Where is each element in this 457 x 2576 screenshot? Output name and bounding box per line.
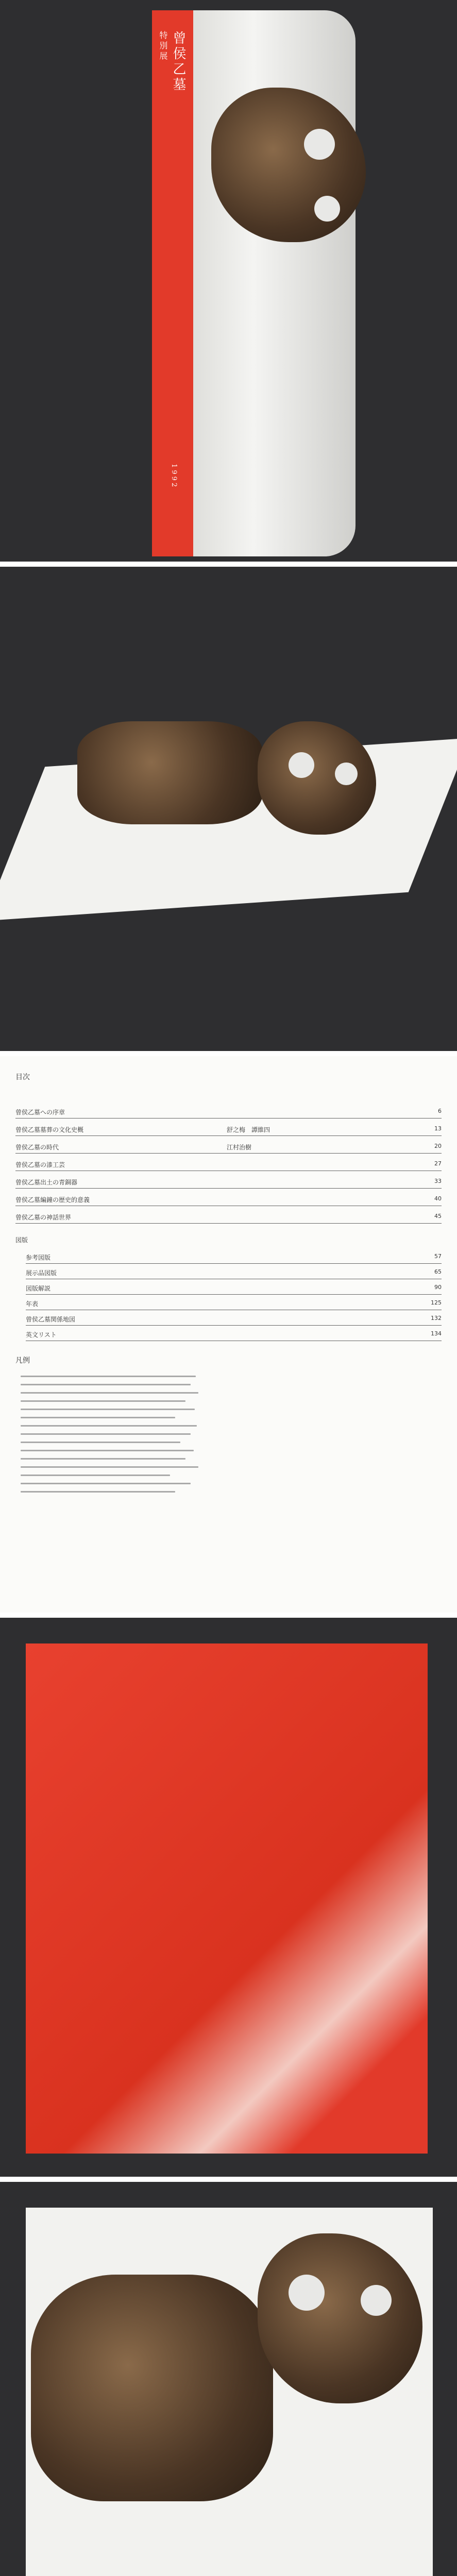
toc-entry-title: 曾侯乙墓墓葬の文化史概 — [15, 1126, 84, 1133]
separator — [0, 1613, 457, 1618]
toc-entry-title: 参考図版 — [26, 1254, 51, 1261]
separator — [0, 1051, 457, 1056]
toc-entry-title: 曾侯乙墓の漆工芸 — [15, 1161, 65, 1168]
toc-entry-title: 曾侯乙墓出土の青銅器 — [15, 1179, 78, 1186]
toc-entry-page: 45 — [434, 1213, 442, 1219]
toc-rule — [26, 1263, 442, 1264]
toc-entry-title: 英文リスト — [26, 1331, 57, 1338]
toc-entry-page: 132 — [431, 1315, 442, 1321]
toc-entry-title: 曾侯乙墓編鐘の歴史的意義 — [15, 1196, 90, 1204]
toc-entry-title: 曾侯乙墓の神話世界 — [15, 1214, 72, 1221]
photo-book-spine — [0, 0, 457, 562]
photo-front-cover — [0, 1618, 457, 2177]
vessel-opening — [304, 129, 335, 160]
toc-entry-page: 90 — [434, 1284, 442, 1291]
toc-entry-title: 図版解説 — [26, 1285, 51, 1292]
toc-rule — [15, 1153, 442, 1154]
toc-entry-page: 13 — [434, 1125, 442, 1132]
toc-rule — [26, 1325, 442, 1326]
toc-entry-title: 曾侯乙墓の時代 — [15, 1144, 59, 1151]
toc-entry-title: 曾侯乙墓関係地図 — [26, 1316, 76, 1323]
toc-rule — [15, 1223, 442, 1224]
spine-series-label: 特別展 — [158, 31, 168, 62]
toc-entry-page: 134 — [431, 1330, 442, 1337]
toc-entry-page: 6 — [438, 1108, 442, 1114]
toc-entry-page: 65 — [434, 1268, 442, 1275]
toc-section-heading: 図版 — [15, 1236, 28, 1244]
toc-entry-title: 年表 — [26, 1300, 39, 1308]
vessel-opening — [335, 762, 358, 785]
toc-entry-page: 20 — [434, 1143, 442, 1149]
spine-title: 曾侯乙墓 — [171, 31, 186, 93]
toc-rule — [26, 1294, 442, 1295]
toc-rule — [15, 1188, 442, 1189]
toc-entry-title: 展示品図版 — [26, 1269, 57, 1277]
separator — [0, 562, 457, 567]
spine-year: 1992 — [170, 464, 178, 489]
photo-back-cover — [0, 2182, 457, 2576]
vessel-opening — [289, 752, 314, 778]
toc-entry-page: 33 — [434, 1178, 442, 1184]
toc-entry-page: 125 — [431, 1299, 442, 1306]
toc-entry-page: 57 — [434, 1253, 442, 1260]
vessel-opening — [361, 2285, 392, 2316]
toc-entry-page: 40 — [434, 1195, 442, 1202]
notes-heading: 凡例 — [15, 1357, 30, 1365]
toc-heading: 目次 — [15, 1073, 30, 1081]
bronze-vessel-image — [31, 2275, 273, 2501]
vessel-opening — [314, 196, 340, 222]
bronze-vessel-image — [77, 721, 263, 824]
separator — [0, 2177, 457, 2182]
toc-entry-author: 江村治樹 — [227, 1144, 252, 1151]
photo-open-book — [0, 1056, 457, 1613]
red-cover — [26, 1643, 428, 2154]
bronze-head-image — [258, 721, 376, 835]
toc-entry-author: 舒之梅 譚維四 — [227, 1126, 270, 1133]
toc-entry-title: 曾侯乙墓への序章 — [15, 1109, 65, 1116]
toc-page — [0, 1056, 457, 1613]
toc-entry-page: 27 — [434, 1160, 442, 1167]
vessel-opening — [289, 2275, 325, 2311]
photo-book-flat — [0, 567, 457, 1051]
